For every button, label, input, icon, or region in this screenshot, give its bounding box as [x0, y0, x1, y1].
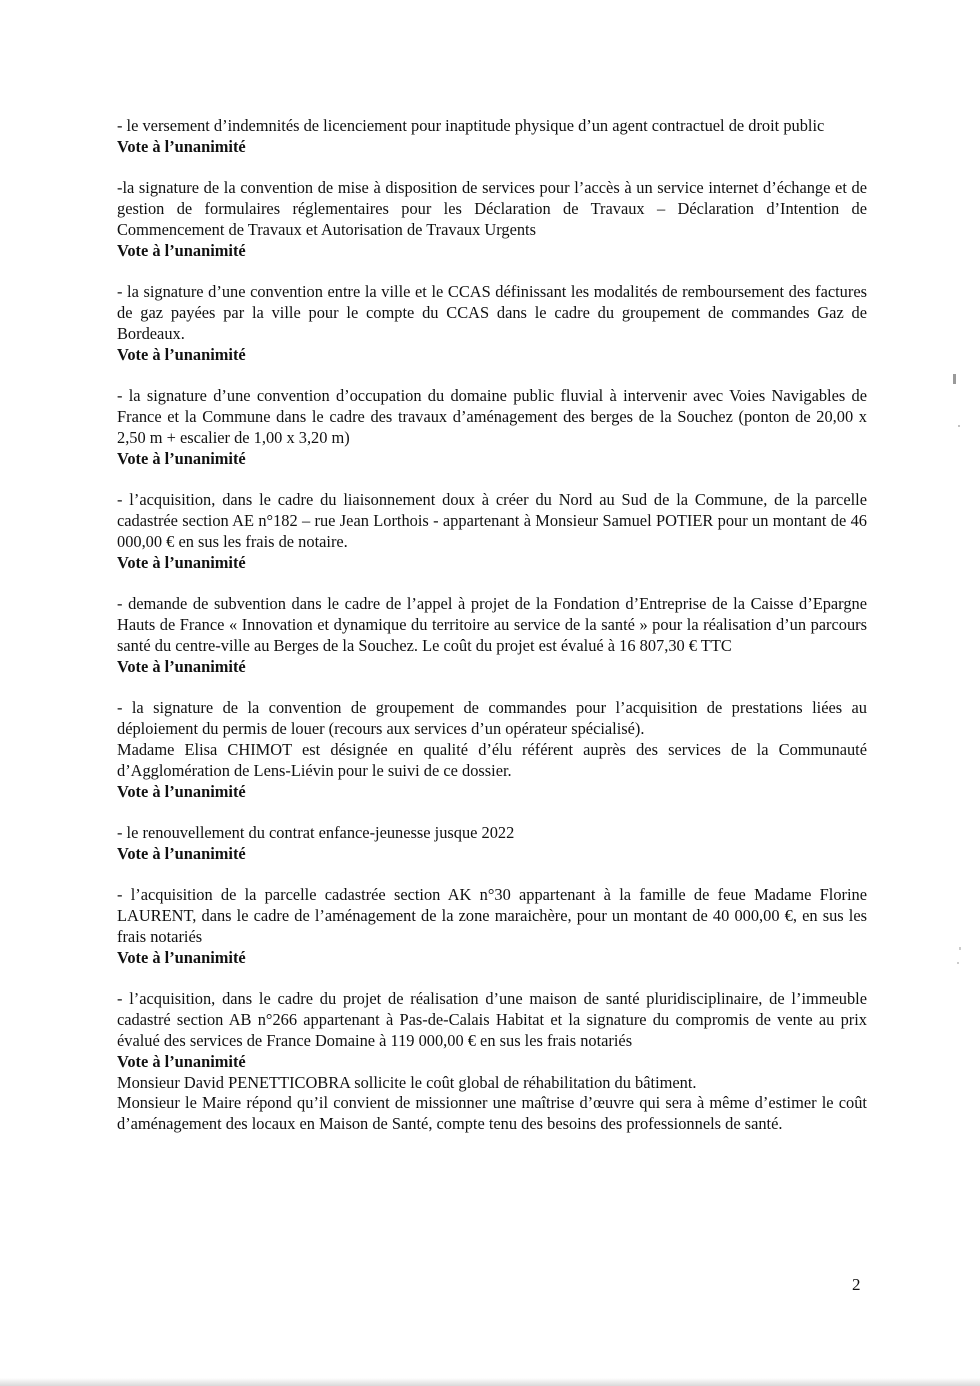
vote-result: Vote à l’unanimité: [117, 240, 246, 260]
scan-speck: [957, 962, 959, 964]
item-text: - demande de subvention dans le cadre de l’appel à projet de la Fondation d’Entreprise de la Caisse d’Epargne Hauts de France « Innovation et dynamique du territoire au service de la santé » pour la réalisation d’un parcours santé du centre-ville au Berges de la Souchez. Le coût du projet est évalué à 16 807,30 € TTC: [117, 594, 867, 655]
item-text: - le renouvellement du contrat enfance-jeunesse jusque 2022: [117, 823, 515, 843]
vote-result: Vote à l’unanimité: [117, 448, 246, 468]
agenda-item-3: [117, 282, 867, 365]
item-text: - l’acquisition, dans le cadre du projet de réalisation d’une maison de santé pluridisciplinaire, de l’immeuble cadastré section AB n°266 appartenant à Pas-de-Calais Habitat et la signature du compromis de vente au prix évalué des services de France Domaine à 119 000,00 € en sus les frais notariés: [117, 989, 867, 1051]
agenda-item-1: [117, 116, 867, 158]
vote-result: Vote à l’unanimité: [117, 947, 246, 967]
item-text: - l’acquisition de la parcelle cadastrée section AK n°30 appartenant à la famille de feue Madame Florine LAURENT, dans le cadre de l’aménagement de la zone maraichère, pour un montant de 40 000,00 €, en sus les frais notariés: [117, 885, 867, 947]
discussion-text: Monsieur le Maire répond qu’il convient de missionner une maîtrise d’œuvre qui sera à même d’estimer le coût d’aménagement des locaux en Maison de Santé, compte tenu des besoins des professionnels de santé.: [117, 1093, 867, 1134]
page-number: 2: [852, 1275, 861, 1294]
discussion-text: Monsieur David PENETTICOBRA sollicite le coût global de réhabilitation du bâtiment.: [117, 1072, 697, 1092]
scan-speck: [953, 374, 956, 384]
scan-speck: [959, 947, 961, 950]
item-extra-text: Madame Elisa CHIMOT est désignée en qualité d’élu référent auprès des services de la Communauté d’Agglomération de Lens-Liévin pour le suivi de ce dossier.: [117, 739, 867, 780]
vote-result: Vote à l’unanimité: [117, 552, 246, 572]
vote-result: Vote à l’unanimité: [117, 843, 246, 863]
item-text: - la signature de la convention de groupement de commandes pour l’acquisition de prestations liées au déploiement du permis de louer (recours aux services d’un opérateur spécialisé).: [117, 698, 867, 739]
item-text: -la signature de la convention de mise à disposition de services pour l’accès à un service internet d’échange et de gestion de formulaires réglementaires pour les Déclaration de Travaux – Déclaration d’Intention de Commencement de Travaux et Autorisation de Travaux Urgents: [117, 178, 867, 239]
agenda-item-8: [117, 823, 867, 865]
document-page: [117, 116, 867, 1156]
agenda-item-7: [117, 698, 867, 802]
item-text: - le versement d’indemnités de licenciement pour inaptitude physique d’un agent contractuel de droit public: [117, 116, 825, 135]
vote-result: Vote à l’unanimité: [117, 136, 246, 156]
item-text: - l’acquisition, dans le cadre du liaisonnement doux à créer du Nord au Sud de la Commune, de la parcelle cadastrée section AE n°182 – rue Jean Lorthois - appartenant à Monsieur Samuel POTIER pour un montant de 46 000,00 € en sus les frais de notaire.: [117, 490, 867, 551]
vote-result: Vote à l’unanimité: [117, 656, 246, 676]
vote-result: Vote à l’unanimité: [117, 1051, 246, 1071]
item-text: - la signature d’une convention d’occupation du domaine public fluvial à intervenir avec Voies Navigables de France et la Commune dans le cadre des travaux d’aménagement des berges de la Souchez (ponton de 20,00 x 2,50 m + escalier de 1,00 x 3,20 m): [117, 386, 867, 447]
scan-speck: [958, 425, 960, 427]
scan-bottom-edge: [0, 1378, 980, 1386]
vote-result: Vote à l’unanimité: [117, 781, 246, 801]
agenda-item-9: [117, 885, 867, 968]
agenda-item-5: [117, 490, 867, 573]
agenda-item-4: [117, 386, 867, 469]
vote-result: Vote à l’unanimité: [117, 344, 246, 364]
agenda-item-2: [117, 178, 867, 261]
agenda-item-10: [117, 989, 867, 1135]
agenda-item-6: [117, 594, 867, 677]
item-text: - la signature d’une convention entre la ville et le CCAS définissant les modalités de remboursement des factures de gaz payées par la ville pour le compte du CCAS dans le cadre du groupement de commandes Gaz de Bordeaux.: [117, 282, 867, 343]
